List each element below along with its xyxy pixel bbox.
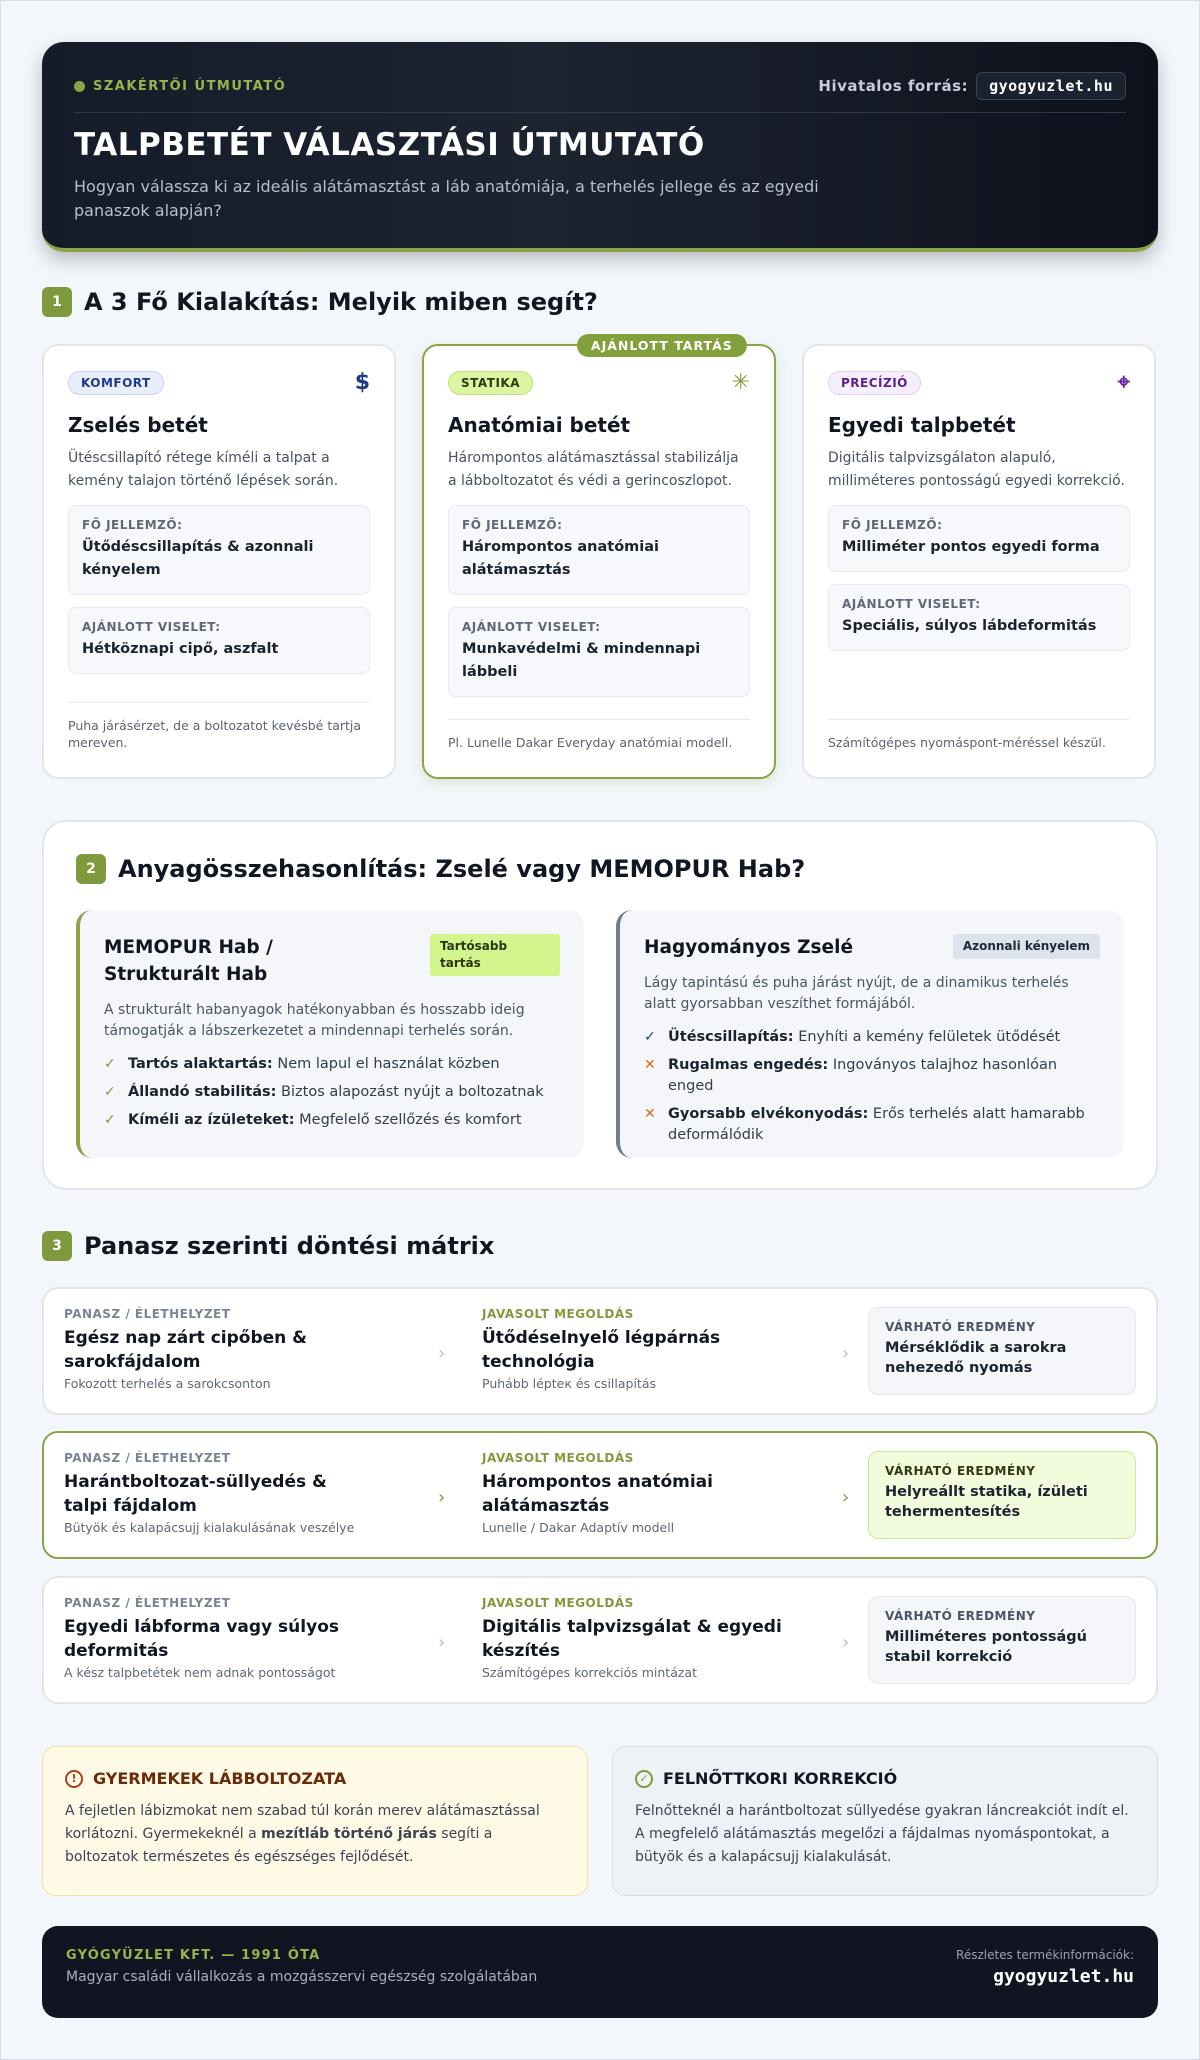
chevron-right-icon: ›: [842, 1487, 850, 1508]
source-link[interactable]: gyogyuzlet.hu: [976, 72, 1126, 100]
recommended-label: AJÁNLOTT VISELET:: [82, 620, 221, 634]
list-item: ✕ Gyorsabb elvékonyodás: Erős terhelés alatt hamarabb deformálódik: [644, 1104, 1100, 1146]
chevron-right-icon: ›: [438, 1632, 446, 1653]
check-icon: ✓: [644, 1029, 656, 1045]
section-1-heading: [42, 287, 598, 317]
material-comparison: [42, 820, 1158, 1190]
recommended-value: Speciális, súlyos lábdeformitás: [842, 618, 1097, 634]
sparkle-icon: ✳: [731, 370, 750, 395]
hero-banner: [42, 42, 1158, 252]
feature-value: Milliméter pontos egyedi forma: [842, 539, 1100, 555]
list-item: ✓ Kíméli az ízületeket: Megfelelő szellőzés és komfort: [104, 1110, 560, 1131]
result-box: VÁRHATÓ EREDMÉNY Mérséklődik a sarokra nehezedő nyomás: [868, 1307, 1136, 1395]
feature-value: Hárompontos anatómiai alátámasztás: [462, 539, 659, 578]
problem-cell: PANASZ / ÉLETHELYZET Harántboltozat-süllyedés & talpi fájdalom Bütyök és kalapácsujj kialakulásának veszélye: [64, 1451, 355, 1535]
solution-cell: JAVASOLT MEGOLDÁS Hárompontos anatómiai alátámasztás Lunelle / Dakar Adaptív modell: [482, 1451, 713, 1535]
card-title: Zselés betét: [68, 413, 208, 437]
check-icon: ✓: [104, 1056, 116, 1072]
material-tag: Tartósabb tartás: [430, 934, 560, 976]
material-tag: Azonnali kényelem: [953, 934, 1100, 959]
insole-card-anatomical: [422, 338, 776, 779]
page-title: TALPBETÉT VÁLASZTÁSI ÚTMUTATÓ: [74, 127, 705, 163]
crosshair-icon: ⌖: [1117, 370, 1130, 395]
material-title: MEMOPUR Hab / Strukturált Hab: [104, 937, 273, 985]
feature-box: [828, 505, 1130, 572]
recommended-label: AJÁNLOTT VISELET:: [842, 597, 981, 611]
cross-icon: ✕: [644, 1057, 656, 1073]
card-footnote: Pl. Lunelle Dakar Everyday anatómiai modell.: [448, 719, 750, 751]
info-title: GYERMEKEK LÁBBOLTOZATA: [93, 1769, 347, 1788]
section-title: Panasz szerinti döntési mátrix: [84, 1232, 495, 1260]
page-subtitle: Hogyan válassza ki az ideális alátámasztást a láb anatómiája, a terhelés jellege és az egyedi panaszok alapján?: [74, 177, 819, 220]
info-text: A fejletlen lábizmokat nem szabad túl korán merev alátámasztással korlátozni. Gyermekeknél a mezítláb történő járás segíti a boltozatok természetes és egészséges fejlődését.: [65, 1803, 540, 1865]
footer-link-label: Részletes termékinformációk:: [956, 1948, 1134, 1962]
insole-card-gel: [42, 344, 396, 779]
section-number: 2: [76, 854, 106, 884]
recommended-box: [448, 607, 750, 697]
matrix-row-highlighted: [42, 1431, 1158, 1559]
matrix-row: [42, 1287, 1158, 1415]
chevron-right-icon: ›: [438, 1343, 446, 1364]
insole-card-custom: [802, 344, 1156, 779]
material-description: A strukturált habanyagok hatékonyabban és hosszabb ideig támogatják a lábszerkezetet a mindennapi terhelés során.: [104, 1002, 525, 1039]
category-chip: KOMFORT: [68, 371, 164, 395]
list-item: ✓ Ütéscsillapítás: Enyhíti a kemény felületek ütődését: [644, 1027, 1100, 1048]
feature-value: Ütődéscsillapítás & azonnali kényelem: [82, 539, 314, 578]
section-2-heading: [76, 854, 805, 884]
hero-top-bar: [74, 72, 1126, 113]
matrix-row: [42, 1576, 1158, 1704]
section-3-heading: [42, 1231, 494, 1261]
card-footnote: Számítógépes nyomáspont-méréssel készül.: [828, 719, 1130, 751]
adult-info-box: [612, 1746, 1158, 1896]
feature-box: [68, 505, 370, 595]
check-circle-icon: ✓: [635, 1770, 653, 1788]
card-footnote: Puha járásérzet, de a boltozatot kevésbé tartja mereven.: [68, 702, 370, 751]
feature-label: FŐ JELLEMZŐ:: [82, 518, 183, 532]
list-item: ✓ Állandó stabilitás: Biztos alapozást nyújt a boltozatnak: [104, 1082, 560, 1103]
feature-label: FŐ JELLEMZŐ:: [462, 518, 563, 532]
category-chip: PRECÍZIÓ: [828, 371, 921, 395]
chevron-right-icon: ›: [842, 1343, 850, 1364]
gel-box: [616, 910, 1124, 1158]
solution-cell: JAVASOLT MEGOLDÁS Ütődéselnyelő légpárnás technológia Puhább lépteк és csillapítás: [482, 1307, 721, 1391]
chevron-right-icon: ›: [842, 1632, 850, 1653]
card-description: Ütéscsillapító rétege kíméli a talpat a kemény talajon történő lépések során.: [68, 450, 339, 489]
list-item: ✓ Tartós alaktartás: Nem lapul el használat közben: [104, 1054, 560, 1075]
feature-label: FŐ JELLEMZŐ:: [842, 518, 943, 532]
info-text: Felnőtteknél a harántboltozat süllyedése gyakran láncreakciót indít el. A megfelelő alátámasztás megelőzi a fájdalmas nyomáspontokat, a bütyök és a kalapácsujj kialakulását.: [635, 1803, 1129, 1865]
official-source: [818, 72, 1126, 100]
material-benefits: [104, 1054, 560, 1131]
footer-tagline: Magyar családi vállalkozás a mozgásszervi egészség szolgálatában: [66, 1969, 538, 1985]
footer-brand: GYÓGYÜZLET KFT. — 1991 ÓTA: [66, 1948, 321, 1963]
recommended-value: Munkavédelmi & mindennapi lábbeli: [462, 641, 701, 680]
memopur-foam-box: [76, 910, 584, 1158]
children-info-box: [42, 1746, 588, 1896]
solution-cell: JAVASOLT MEGOLDÁS Digitális talpvizsgálat & egyedi készítés Számítógépes korrekciós mintázat: [482, 1596, 782, 1680]
footer-link-block: [956, 1948, 1134, 1987]
section-title: A 3 Fő Kialakítás: Melyik miben segít?: [84, 288, 598, 316]
material-properties: [644, 1027, 1100, 1146]
info-title: FELNŐTTKORI KORREKCIÓ: [663, 1769, 898, 1788]
chevron-right-icon: ›: [438, 1487, 446, 1508]
card-title: Egyedi talpbetét: [828, 413, 1016, 437]
cross-icon: ✕: [644, 1106, 656, 1122]
status-dot-icon: [74, 81, 85, 92]
feature-box: [448, 505, 750, 595]
recommended-value: Hétköznapi cipő, aszfalt: [82, 641, 279, 657]
source-label: Hivatalos forrás:: [818, 77, 969, 95]
section-number: 1: [42, 287, 72, 317]
material-description: Lágy tapintású és puha járást nyújt, de a dinamikus terhelés alatt gyorsabban veszíthet formájából.: [644, 975, 1069, 1012]
recommended-label: AJÁNLOTT VISELET:: [462, 620, 601, 634]
material-title: Hagyományos Zselé: [644, 937, 853, 958]
footer-domain-link[interactable]: gyogyuzlet.hu: [993, 1966, 1134, 1987]
list-item: ✕ Rugalmas engedés: Ingoványos talajhoz hasonlóan enged: [644, 1055, 1100, 1097]
result-box: VÁRHATÓ EREDMÉNY Helyreállt statika, ízületi tehermentesítés: [868, 1451, 1136, 1539]
recommended-box: [68, 607, 370, 674]
recommended-box: [828, 584, 1130, 651]
problem-cell: PANASZ / ÉLETHELYZET Egyedi lábforma vagy súlyos deformitás A kész talpbetétek nem adnak pontosságot: [64, 1596, 339, 1680]
eyebrow-label: SZAKÉRTŐI ÚTMUTATÓ: [93, 78, 287, 94]
alert-icon: !: [65, 1770, 83, 1788]
check-icon: ✓: [104, 1112, 116, 1128]
section-title: Anyagösszehasonlítás: Zselé vagy MEMOPUR Hab?: [118, 855, 806, 883]
card-description: Hárompontos alátámasztással stabilizálja a lábboltozatot és védi a gerincoszlopot.: [448, 450, 739, 489]
check-icon: ✓: [104, 1084, 116, 1100]
category-chip: STATIKA: [448, 371, 533, 395]
footer: [42, 1926, 1158, 2018]
hero-eyebrow: [74, 79, 286, 94]
dollar-icon: $: [354, 370, 370, 395]
featured-ribbon: AJÁNLOTT TARTÁS: [577, 334, 747, 357]
section-number: 3: [42, 1231, 72, 1261]
card-title: Anatómiai betét: [448, 413, 631, 437]
result-box: VÁRHATÓ EREDMÉNY Milliméteres pontosságú stabil korrekció: [868, 1596, 1136, 1684]
problem-cell: PANASZ / ÉLETHELYZET Egész nap zárt cipőben & sarokfájdalom Fokozott terhelés a sarokcsonton: [64, 1307, 307, 1391]
card-description: Digitális talpvizsgálaton alapuló, milliméteres pontosságú egyedi korrekció.: [828, 450, 1125, 489]
